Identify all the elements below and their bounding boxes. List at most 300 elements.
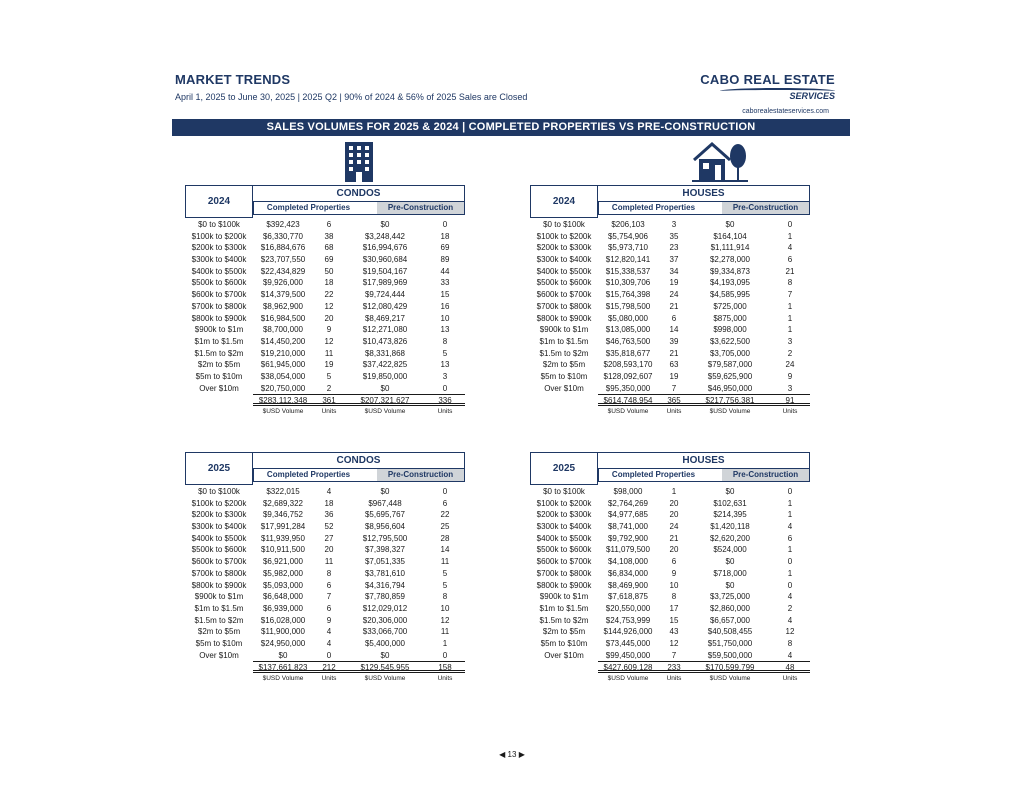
precon-units: 11: [440, 557, 450, 567]
footer-usd-volume: $USD Volume: [709, 408, 751, 416]
table-row: [185, 521, 465, 533]
completed-units: 63: [669, 360, 679, 370]
price-range: $500k to $600k: [191, 545, 247, 555]
completed-volume: $0: [278, 650, 288, 660]
precon-volume: $16,994,676: [362, 243, 408, 253]
completed-volume: $24,753,999: [605, 615, 651, 625]
table-row: [530, 626, 810, 638]
total-completed-units: 233: [667, 663, 681, 673]
table-row: [530, 266, 810, 278]
precon-volume: $9,724,444: [364, 290, 406, 300]
precon-units: 3: [442, 371, 448, 381]
completed-volume: $5,093,000: [262, 580, 304, 590]
price-range: $100k to $200k: [191, 498, 247, 508]
precon-units: 13: [440, 360, 450, 370]
precon-units: 1: [442, 638, 448, 648]
precon-volume: $875,000: [713, 313, 747, 323]
precon-units: 18: [440, 231, 450, 241]
precon-volume: $8,331,868: [364, 348, 406, 358]
precon-units: 15: [440, 290, 450, 300]
precon-units: 8: [787, 278, 793, 288]
price-range: $800k to $900k: [191, 313, 247, 323]
preconstruction-header: Pre-Construction: [377, 202, 465, 214]
table-row: [185, 231, 465, 243]
table-row: [530, 521, 810, 533]
precon-units: 21: [785, 266, 795, 276]
footer-units: Units: [782, 408, 798, 416]
table-row: [185, 266, 465, 278]
precon-volume: $12,271,080: [362, 325, 408, 335]
price-range: $1m to $1.5m: [194, 336, 244, 346]
completed-units: 6: [326, 580, 332, 590]
completed-units: 34: [669, 266, 679, 276]
completed-volume: $14,450,200: [260, 336, 306, 346]
price-range: $0 to $100k: [543, 487, 585, 496]
price-range: $1.5m to $2m: [539, 348, 589, 358]
precon-units: 1: [787, 231, 793, 241]
precon-volume: $59,625,900: [707, 371, 753, 381]
header-divider: [253, 481, 465, 482]
total-completed-units: 212: [322, 663, 336, 673]
completed-volume: $16,984,500: [260, 313, 306, 323]
precon-units: 14: [440, 545, 450, 555]
completed-volume: $15,338,537: [605, 266, 651, 276]
precon-units: 25: [440, 522, 450, 532]
precon-volume: $30,960,684: [362, 255, 408, 265]
price-range: $1m to $1.5m: [539, 603, 589, 613]
logo-line2: SERVICES: [789, 91, 835, 101]
precon-units: 5: [442, 568, 448, 578]
price-range: Over $10m: [544, 650, 584, 660]
preconstruction-header: Pre-Construction: [377, 469, 465, 481]
price-range: $800k to $900k: [536, 580, 592, 590]
price-range: $2m to $5m: [542, 627, 586, 637]
completed-units: 36: [324, 510, 334, 520]
table-row: [185, 254, 465, 266]
completed-volume: $23,707,550: [260, 255, 306, 265]
footer-usd-volume: $USD Volume: [607, 408, 649, 416]
completed-units: 52: [324, 522, 334, 532]
table-row: [530, 254, 810, 266]
prev-page-icon[interactable]: ◀: [499, 750, 506, 759]
footer-units: Units: [666, 408, 682, 416]
table-body: [530, 486, 810, 661]
completed-volume: $24,950,000: [260, 638, 306, 648]
completed-volume: $6,939,000: [262, 603, 304, 613]
completed-units: 9: [326, 615, 332, 625]
completed-volume: $4,977,685: [607, 510, 649, 520]
table-condos-2024: [185, 185, 465, 418]
precon-volume: $3,705,000: [709, 348, 751, 358]
table-totals: [253, 661, 465, 673]
table-row: [185, 277, 465, 289]
table-row: [185, 638, 465, 650]
page-navigation: [0, 750, 1024, 759]
completed-volume: $15,764,398: [605, 290, 651, 300]
table-row: [530, 301, 810, 313]
table-row: [530, 638, 810, 650]
precon-units: 12: [785, 627, 795, 637]
header-divider: [598, 214, 810, 215]
price-range: $300k to $400k: [536, 522, 592, 532]
table-row: [185, 580, 465, 592]
precon-volume: $4,193,095: [709, 278, 751, 288]
completed-units: 43: [669, 627, 679, 637]
precon-units: 16: [440, 301, 450, 311]
table-category: CONDOS: [253, 452, 465, 469]
table-row: [530, 277, 810, 289]
table-row: [185, 324, 465, 336]
completed-volume: $4,108,000: [607, 557, 649, 567]
price-range: $400k to $500k: [191, 266, 247, 276]
company-url: caborealestateservices.com: [742, 108, 829, 115]
precon-volume: $6,657,000: [709, 615, 751, 625]
table-row: [185, 533, 465, 545]
total-precon-units: 48: [785, 663, 795, 673]
precon-volume: $5,400,000: [364, 638, 406, 648]
precon-units: 4: [787, 615, 793, 625]
table-row: [185, 603, 465, 615]
table-row: [185, 383, 465, 395]
precon-volume: $0: [380, 220, 390, 229]
completed-volume: $6,648,000: [262, 592, 304, 602]
footer-usd-volume: $USD Volume: [262, 408, 304, 416]
building-icon: [344, 140, 374, 182]
logo-line1: CABO REAL ESTATE: [700, 72, 835, 87]
precon-units: 5: [442, 348, 448, 358]
precon-units: 89: [440, 255, 450, 265]
table-row: [530, 615, 810, 627]
footer-units: Units: [321, 408, 337, 416]
completed-units: 8: [671, 592, 677, 602]
house-tree-icon: [692, 140, 748, 182]
completed-volume: $5,754,906: [607, 231, 649, 241]
table-row: [185, 348, 465, 360]
price-range: $200k to $300k: [191, 243, 247, 253]
completed-units: 21: [669, 533, 679, 543]
precon-units: 1: [787, 568, 793, 578]
completed-units: 9: [671, 568, 677, 578]
table-year: 2025: [530, 452, 598, 485]
precon-volume: $0: [380, 383, 390, 393]
precon-units: 12: [440, 615, 450, 625]
completed-volume: $7,618,875: [607, 592, 649, 602]
precon-volume: $9,334,873: [709, 266, 751, 276]
table-row: [185, 371, 465, 383]
completed-volume: $95,350,000: [605, 383, 651, 393]
completed-units: 69: [324, 255, 334, 265]
completed-volume: $10,911,500: [261, 545, 305, 555]
precon-volume: $12,080,429: [362, 301, 408, 311]
price-range: $1.5m to $2m: [194, 348, 244, 358]
precon-volume: $7,780,859: [364, 592, 406, 602]
price-range: $2m to $5m: [197, 627, 241, 637]
precon-units: 0: [787, 580, 793, 590]
footer-usd-volume: $USD Volume: [364, 408, 406, 416]
precon-volume: $3,781,610: [364, 568, 406, 578]
precon-volume: $8,469,217: [364, 313, 406, 323]
total-completed-volume: $614,748,954: [603, 396, 653, 406]
precon-volume: $3,725,000: [709, 592, 751, 602]
precon-volume: $37,422,825: [362, 360, 408, 370]
completed-units: 7: [671, 383, 677, 393]
table-totals: [598, 394, 810, 406]
table-row: [530, 650, 810, 662]
precon-volume: $4,585,995: [709, 290, 751, 300]
table-row: [530, 556, 810, 568]
price-range: $800k to $900k: [191, 580, 247, 590]
price-range: $600k to $700k: [191, 290, 247, 300]
price-range: $5m to $10m: [540, 371, 588, 381]
precon-volume: $7,398,327: [364, 545, 406, 555]
precon-units: 1: [787, 545, 793, 555]
completed-volume: $16,028,000: [260, 615, 306, 625]
table-year: 2024: [185, 185, 253, 218]
table-row: [530, 509, 810, 521]
precon-volume: $10,473,826: [362, 336, 408, 346]
completed-units: 23: [669, 243, 679, 253]
precon-volume: $46,950,000: [707, 383, 753, 393]
precon-volume: $214,395: [713, 510, 747, 520]
completed-units: 20: [669, 498, 679, 508]
precon-units: 28: [440, 533, 450, 543]
price-range: $700k to $800k: [191, 301, 247, 311]
table-row: [185, 650, 465, 662]
precon-units: 33: [440, 278, 450, 288]
completed-volume: $6,834,000: [607, 568, 649, 578]
precon-units: 22: [440, 510, 450, 520]
precon-units: 0: [442, 487, 448, 496]
footer-units: Units: [666, 675, 682, 683]
table-row: [185, 615, 465, 627]
completed-volume: $6,330,770: [262, 231, 304, 241]
precon-units: 0: [787, 487, 793, 496]
precon-units: 0: [442, 650, 448, 660]
completed-volume: $17,991,284: [260, 522, 306, 532]
completed-volume: $61,945,000: [260, 360, 306, 370]
table-row: [530, 568, 810, 580]
table-row: [185, 509, 465, 521]
price-range: $200k to $300k: [536, 510, 592, 520]
completed-volume: $13,085,000: [605, 325, 651, 335]
completed-volume: $12,820,141: [605, 255, 651, 265]
completed-volume: $8,700,000: [262, 325, 304, 335]
completed-units: 6: [671, 557, 677, 567]
completed-volume: $8,741,000: [607, 522, 649, 532]
precon-units: 4: [787, 522, 793, 532]
total-completed-volume: $137,661,823: [258, 663, 308, 673]
total-precon-volume: $217,756,381: [705, 396, 755, 406]
precon-volume: $2,860,000: [709, 603, 751, 613]
table-row: [530, 603, 810, 615]
precon-units: 5: [442, 580, 448, 590]
precon-units: 69: [440, 243, 450, 253]
precon-units: 0: [442, 220, 448, 229]
completed-volume: $144,926,000: [603, 627, 653, 637]
price-range: $400k to $500k: [536, 533, 592, 543]
completed-units: 19: [669, 278, 679, 288]
precon-units: 4: [787, 592, 793, 602]
price-range: $2m to $5m: [542, 360, 586, 370]
completed-units: 21: [669, 348, 679, 358]
precon-volume: $0: [380, 650, 390, 660]
completed-units: 12: [669, 638, 679, 648]
table-row: [185, 242, 465, 254]
completed-units: 5: [326, 371, 332, 381]
table-row: [530, 486, 810, 498]
table-row: [185, 313, 465, 325]
price-range: $1m to $1.5m: [539, 336, 589, 346]
completed-units: 20: [669, 545, 679, 555]
completed-units: 12: [324, 301, 334, 311]
precon-volume: $0: [725, 557, 735, 567]
precon-units: 10: [440, 313, 450, 323]
table-houses-2024: [530, 185, 810, 418]
precon-units: 1: [787, 498, 793, 508]
completed-volume: $35,818,677: [605, 348, 651, 358]
table-category: HOUSES: [598, 452, 810, 469]
price-range: $500k to $600k: [536, 545, 592, 555]
precon-units: 2: [787, 603, 793, 613]
table-row: [530, 289, 810, 301]
preconstruction-header: Pre-Construction: [722, 202, 810, 214]
table-totals: [253, 394, 465, 406]
total-completed-volume: $283,112,348: [258, 396, 308, 406]
table-body: [530, 219, 810, 394]
completed-units: 7: [671, 650, 677, 660]
table-row: [185, 498, 465, 510]
precon-units: 6: [787, 533, 793, 543]
completed-volume: $19,210,000: [260, 348, 306, 358]
price-range: $200k to $300k: [191, 510, 247, 520]
precon-volume: $20,306,000: [362, 615, 408, 625]
completed-volume: $128,092,607: [603, 371, 653, 381]
completed-volume: $11,079,500: [606, 545, 650, 555]
next-page-icon[interactable]: ▶: [518, 750, 525, 759]
table-footer-labels: [253, 406, 465, 418]
completed-volume: $206,103: [611, 220, 645, 229]
precon-volume: $12,795,500: [362, 533, 408, 543]
table-row: [185, 359, 465, 371]
table-footer-labels: [253, 673, 465, 685]
table-row: [530, 359, 810, 371]
precon-units: 1: [787, 313, 793, 323]
precon-volume: $3,248,442: [364, 231, 406, 241]
total-precon-units: 336: [438, 396, 452, 406]
completed-header: Completed Properties: [253, 202, 363, 214]
table-row: [530, 242, 810, 254]
table-row: [185, 568, 465, 580]
table-row: [185, 301, 465, 313]
precon-units: 24: [785, 360, 795, 370]
price-range: $100k to $200k: [536, 231, 592, 241]
header-divider: [253, 214, 465, 215]
completed-volume: $5,982,000: [262, 568, 304, 578]
price-range: $5m to $10m: [195, 371, 243, 381]
precon-units: 0: [442, 383, 448, 393]
table-row: [185, 626, 465, 638]
table-category: CONDOS: [253, 185, 465, 202]
price-range: $1m to $1.5m: [194, 603, 244, 613]
precon-volume: $4,316,794: [364, 580, 406, 590]
completed-units: 14: [669, 325, 679, 335]
completed-volume: $22,434,829: [260, 266, 306, 276]
precon-volume: $725,000: [713, 301, 747, 311]
precon-volume: $1,111,914: [710, 243, 750, 253]
precon-units: 10: [440, 603, 450, 613]
completed-volume: $9,792,900: [607, 533, 649, 543]
table-row: [530, 219, 810, 231]
precon-volume: $59,500,000: [707, 650, 753, 660]
total-precon-units: 158: [438, 663, 452, 673]
table-condos-2025: [185, 452, 465, 685]
precon-volume: $3,622,500: [709, 336, 751, 346]
completed-volume: $9,346,752: [262, 510, 304, 520]
completed-volume: $8,469,900: [607, 580, 649, 590]
completed-units: 1: [671, 487, 677, 496]
table-row: [530, 313, 810, 325]
completed-volume: $5,973,710: [607, 243, 649, 253]
price-range: $600k to $700k: [536, 290, 592, 300]
price-range: $900k to $1m: [194, 325, 244, 335]
precon-units: 8: [787, 638, 793, 648]
price-range: $5m to $10m: [195, 638, 243, 648]
completed-units: 27: [324, 533, 334, 543]
price-range: $900k to $1m: [194, 592, 244, 602]
table-row: [530, 533, 810, 545]
completed-units: 4: [326, 638, 332, 648]
price-range: $5m to $10m: [540, 638, 588, 648]
footer-usd-volume: $USD Volume: [607, 675, 649, 683]
completed-volume: $98,000: [613, 487, 643, 496]
table-header: [185, 452, 465, 485]
table-row: [530, 336, 810, 348]
total-completed-volume: $427,609,128: [603, 663, 653, 673]
price-range: $1.5m to $2m: [539, 615, 589, 625]
completed-units: 19: [669, 371, 679, 381]
completed-units: 11: [324, 557, 334, 567]
completed-units: 4: [326, 487, 332, 496]
completed-units: 20: [324, 313, 334, 323]
precon-volume: $0: [380, 487, 390, 496]
table-row: [185, 336, 465, 348]
table-row: [530, 231, 810, 243]
completed-volume: $2,764,269: [607, 498, 649, 508]
total-precon-volume: $129,545,955: [360, 663, 410, 673]
precon-units: 3: [787, 336, 793, 346]
completed-volume: $322,015: [266, 487, 300, 496]
header-divider: [598, 481, 810, 482]
price-range: $600k to $700k: [536, 557, 592, 567]
table-row: [185, 486, 465, 498]
price-range: $0 to $100k: [198, 487, 240, 496]
completed-units: 3: [671, 220, 677, 229]
precon-volume: $8,956,604: [364, 522, 406, 532]
table-houses-2025: [530, 452, 810, 685]
precon-volume: $17,989,969: [362, 278, 408, 288]
completed-volume: $11,900,000: [261, 627, 305, 637]
total-completed-units: 361: [322, 396, 336, 406]
table-row: [530, 371, 810, 383]
precon-volume: $0: [725, 220, 735, 229]
completed-units: 22: [324, 290, 334, 300]
precon-units: 8: [442, 336, 448, 346]
footer-usd-volume: $USD Volume: [364, 675, 406, 683]
completed-units: 6: [326, 603, 332, 613]
completed-units: 24: [669, 522, 679, 532]
price-range: $800k to $900k: [536, 313, 592, 323]
completed-units: 10: [669, 580, 679, 590]
